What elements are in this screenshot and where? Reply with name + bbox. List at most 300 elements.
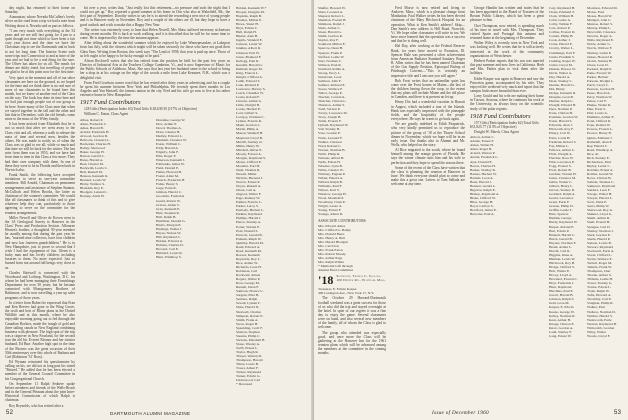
list-item: Snell, Everett H. [587,220,611,225]
list-item: Collins, Everett D. [549,30,576,35]
list-item: Arnold, Frederick H. [80,129,110,134]
list-item: Sumner, Richard E. [318,82,346,87]
list-item: Pearson, Gordon H. [587,86,615,91]
list-item: Ray, Harold T. [587,143,608,148]
list-item: Southard, Milton E. [318,42,346,47]
list-item: Lyman, Francis R. [236,119,262,124]
list-item: Rockwell, Alison [236,273,261,278]
list-item: Spaulding, Cecil F. [236,325,263,330]
list-item: Small, Arthur R. [587,216,611,221]
list-item: Little, Dwight B. [236,103,260,108]
list-item: Brewster, Paul A. [470,212,495,217]
associate-list [318,224,386,273]
paragraph: Al Rice migrated to the south, where he found himself among the orange groves of Florida. He says the winter climate suits him and his wife to perfection and they hope to spend the season there. [391,148,465,165]
list-item: Knapp, Clinton E. [549,321,575,326]
list-item: Rice, Arthur W. [236,260,258,265]
list-item: Shaw, Harold N. [236,305,260,310]
list-item: Noyes, Russell A. [236,184,262,189]
list-item: Hayes, Nelson W. [156,230,182,235]
list-item: Sullivan, John F. [318,78,342,83]
list-item: Adams, Ernest F. [470,139,495,144]
list-item: Webb, Philip R. [318,151,341,156]
paragraph: The October 29 Harvard-Dartmouth football weekend was a great success for those of us who did the trip and stayed overnight at the hotel. In spite of our regrets it was a fine day to enjoy the game. Several classmates were on hand, and also several new members of the family, all of whom the Class is glad to welcome. [318,296,386,330]
list-item: French, Frederick H. [156,178,186,183]
list-item: Wentworth, Earle [587,317,612,322]
list-item: Bliss, George H. [470,199,494,204]
list-item: Wood, Marshall P. [318,196,344,201]
list-item: Vaughan, Philip R. [587,301,614,306]
paragraph: Chet Thompson, now retired, is spending much of his time in travel with Mrs. Thompson. They visited Spain and Portugal this autumn and returned home at the beginning of December. [470,23,544,41]
list-item: Hewitt, Carl R. [549,248,571,253]
list-item: Maynard, Lloyd B. [236,135,263,140]
list-item: Thayer, Warren D. [236,354,262,359]
list-item: Tracy, Joseph B. [318,115,342,120]
list-item: Cummings, Earl F. [549,50,576,55]
list-item: Tibbetts, Leslie H. [587,277,613,282]
list-item: Stark, Gordon E. [587,232,611,237]
list-item: Ellis, Roger F. [156,154,177,159]
list-item: Reeves, Kenneth [236,252,260,257]
list-item: Davis, Walter A. [549,70,573,75]
list-item: Youngs, Albert R. [318,212,344,217]
list-item: Knox, Gordon A. [549,325,574,330]
list-item: Webster, Alfred H. [318,155,345,160]
list-item: Mitchell, Oliver E. [236,147,263,152]
list-item: Haynes, Norman F. [549,240,577,245]
list-item: Newcomb, Clarence [587,30,616,35]
paragraph: Charles Shotwell is connected with the Woodward and Lothrop, Washington, D.C. for whom he had been managing their Furnishings Department for over 30 years; but he became connected with Montgomery Brothers of Baltimore, and is now travelling a year up sales programs of those years. [5,270,75,300]
list-item: Atwood, Gordon D. [80,133,108,138]
paragraph: Miller Newell and Oliver de Koven went to the 1A Geological Survey to Hanover in the Class' Press and Production Section. Albourne Heaton's brother, a thoughtful 50-year member he usually among that during the past year he has, "married nine collectors, have four children and now has fourteen grandchildren." He is in New Hampshire, just to prove to second that I wish I had the equipment of fun. Glenn is a lucky man and has lovely children, including luxuries to them. No more expected. Just so burned from not around full brings very close to us. [5,215,75,270]
list-item: Alumni Fund Committee [318,268,354,273]
class-header [318,274,386,286]
left-column-2 [80,6,230,404]
list-item: Newell, Miller [236,171,257,176]
list-item: Dwight, Edward B. [549,103,577,108]
list-item: Lord, Gilbert S. [236,111,259,116]
list-item: Hutchins, Paul E. [549,289,574,294]
list-item: Snow, Roger H. [236,321,259,326]
list-item: Storer, Clifford L. [587,252,613,257]
list-item: Fogg, Everett S. [549,163,572,168]
list-item: Ladd, Stanley F. [549,329,572,334]
paragraph: "I am very much with everything at the 54 years and we are still fast going for 4 pm to a quiet though not time which to have been a fair cozy year down and the time we have the Christmas trip to see the Dartmouth and in back to not for long time. The Interior Scene took some trips into Connecticut to and at time of the year and we had to be a real thing for the sure. The Oliver has taken for us all. The meals for dinner are shifty trend, but travelling of people are glad to be at this point now for the first time. [5,28,75,75]
list-item: Gray, Kenneth E. [156,206,181,211]
list-item: Wilson, Karl S. [318,188,340,193]
list-item: Whitcomb, Gordon [587,325,615,330]
list-item: Stimson, Paul R. [318,62,342,67]
list-item: Barnes, Herbert W. [470,171,497,176]
list-item: Bacon, Charles H. [470,163,496,168]
list-item: Rollins, Gerald W. [587,171,614,176]
list-item: Rogers, Walter P. [236,277,261,282]
fund-list-f [549,6,585,338]
list-item: Hunt, Raymond [549,285,572,290]
list-item: Goddard, Ralph A. [549,192,576,197]
list-item: Holt, Walter E. [549,269,571,274]
list-item: Lang, Ernest W. [549,333,572,338]
list-item: Hastings, Walter J. [156,226,183,231]
list-item: Weston, Raymond B. [587,321,617,326]
list-item: Pease, Harold A. [587,90,611,95]
list-item: Quinn, Edmund J. [587,135,613,140]
list-item: Wilder, Harold A. [318,175,343,180]
list-item: Fuller, Henry S. [156,182,179,187]
paragraph: The writer was extremely sorry to hear that Helen Newell, Mrs Shaw suffered necessary sicknesses during recent months. He is back at work walking, and it is described that he will be for some time to come. He is impressed by the time the autumn appears. [80,27,230,41]
paragraph: We are greatly indebted to Edith Fitzpatrick, who very kindly permitted us to reproduce the picture of the group of '18 at the Thayer School dinner in November, which we hope will be in an early issue. Our thanks also to Alumni and Mr. Wells, who helped on the story. [391,122,465,147]
list-item: Clark, William H. [549,14,575,19]
paragraph: Roy Reynolds, who has retired after a [9,403,64,408]
list-item: Mrs. Carl Dow [318,243,340,248]
list-item: Marsh, Philip A. [236,127,260,132]
associate-heading: ASSOCIATE CONTRIBUTORS [318,219,366,224]
list-item: Twombly, Carl E. [587,297,612,302]
list-item: Fletcher, Ross W. [549,155,574,160]
list-item: Merrill, Stanley O. [236,139,263,144]
list-item: Morrison, Edward M. [587,6,618,10]
list-item: Snyder, Roy F. [318,38,339,43]
list-item: Walker, Paul [587,305,605,310]
paragraph: George Hamlin has written and states that he has been appointed to the Board of Trustees of the Boston Public Library, which has been a great pleasure to him. [470,6,544,23]
paragraph: Eddie Kasper was again in Hanover and saw the Princeton game, accompanied by his wife. They enjoyed the weekend very much and report that the campus looks more beautiful than ever. [470,76,544,93]
list-item: Field, Donald E. [156,166,180,171]
list-item: Shepard, Robert L. [318,14,345,19]
paragraph: Frank Smith, the following have accepted invitations to serve as one-year committee members: Bill Arnold, Chairman on permanent arrangements and assistance of Stephen Stanton, McCulloch and Helen Brooks, the latter as chairman of the women's committee. We would like all classmates to think of this and to give whatever help they can, particularly to those agreeing to serve on the committee for the reunion arrangements. [5,173,75,215]
list-item: Robbins, Ernest A. [587,167,614,172]
list-item: Shaw, Leonard A. [318,10,344,15]
list-item: Farnham, Robert S. [549,139,577,144]
list-item: Hunt, Winthrop S. [156,255,182,260]
list-item: Sears, Philip W. [587,204,610,209]
class-treasurer: Treasurer, E. Edwin Kasper [318,287,357,292]
list-item: Keene, George W. [549,309,575,314]
list-item: Thorne, Arthur S. [587,273,612,278]
list-item: Kent, Arthur H. [549,317,571,322]
list-item: Walker, Clarence [318,139,343,144]
list-item: Hubbard, Lewis R. [156,251,183,256]
list-item: Arnold, Warren P. [470,151,496,156]
list-item: Thurston, Arthur S. [318,103,346,108]
list-item: Eaton, Harold S. [549,119,573,124]
list-item: Hall, Ralph B. [156,214,177,219]
list-item: Judd, Leon M. [549,301,570,306]
list-item: Kimball, Roger M. [236,66,263,71]
list-item: Stewart, Raymond [587,244,614,249]
paragraph: It has been noticed from Elizabeth that he is not so much that after we went away to the Class visit and all, whereas a walk to release the mass of time and several men, besides the others. He was made to notify us of when the Class was so glad to see all, while so much and that time we will be back for the winter. The last note from them was in 1953, and we have had from time to time in this Class a few more. They had their own company with them. In one of these they were to be in Florida and then back in Norwich also. [5,122,75,172]
list-item: Bishop, Raymond A. [470,191,500,196]
list-item: Hill, Raymond C. [156,234,181,239]
list-item: Perkins, Raymond [236,212,262,217]
paragraph: Hal Day, after working at the Federal Reserve Bank, for years have moved to Evanston, Ill. Spencer Hale was presented a silver achievement from American Radiator Standard Sanitary. Roger B. Allen writes that he has been named Chairman of the Gas Supply Position, Episcopal Bishop of Pittsburgh Convent—"This is certainly an impressive title and I am sure you will agree." [391,44,465,78]
list-item: Flint, Lawrence E. [549,159,576,164]
class-number: '18 [318,273,334,288]
list-item: Woods, Lloyd F. [587,333,611,338]
list-item: Lamb, Edward T. [236,78,261,83]
fund-list-b [156,118,228,260]
class-secretary: Secretary, Thomas C. Sallada, 100 Dexter Rd., Waltham, Mass. [336,274,386,283]
list-item: Haskell, Harold C. [549,232,576,237]
list-item: Edgerly, John F. [156,149,179,154]
class-address: 400 Lexington Ave., New York 17, N.Y. [318,291,375,296]
list-item: Dunbar, Ralph C. [549,99,574,104]
list-item: Sprague, Carl D. [587,224,611,229]
list-item: Williams, Paul F. [318,184,343,189]
list-item: Blodgett, Leland C. [80,190,108,195]
list-item: Howland, Everett C. [549,277,578,282]
list-item: Paine, Everett W. [587,70,612,75]
list-item: Fitch, Dwight A. [549,151,573,156]
list-item: Ingalls, Wendell E. [236,38,263,43]
list-item: Sargent, Eliot B. [236,293,260,298]
list-item: Hamlin, George [549,216,572,221]
list-item: Abbott, Arthur C. [470,135,495,140]
list-item: Benson, Kenneth K. [80,174,109,179]
list-item: Babcock, Clarence L. [80,137,111,142]
list-item: Fisher, Howard H. [156,170,182,175]
list-item: Conant, Philip B. [549,34,574,39]
list-item: Sherwood, Roy A. [587,208,613,213]
list-item: Swain, Wallace E. [587,256,613,261]
list-item: Wheeler, Lynn B. [318,163,343,168]
list-item: Crane, Harold E. [549,42,573,47]
paragraph: bit over a year, writes that, "Just really lost this retirement—no pressure and such the night that I could not get up." Roy reported a grand summer at his home in Otis who also at Wakefield, Mr., the first part of September. Dorothy writes to say he is to attend the rewarding a new nice of young people and is in Hanover early in November. Roy and a couple of the others are ill, but they hope to have a good outlook and wish to make this a Happy New Year. [80,6,230,27]
list-item: Eastman, Gordon W. [549,115,579,120]
list-item: Gage, Earle R. [156,186,177,191]
list-item: Hale, Stephen R. [156,210,180,215]
paragraph: Ed Wyman reinstated his questionnaire by calling on his, we did not as long past his stated "Retired." He added that he has been elected a member of the General Council Committee in his Congregational Church. [5,359,75,381]
list-item: Morse, Fred [587,10,605,15]
list-item: White, Chester W. [318,167,344,172]
list-item: Eaton, William C. [156,141,182,146]
list-item: Mudgett, John C. [587,18,612,23]
list-item: Boyd, Carlton S. [470,204,494,209]
list-item: Gould, Lawrence [549,196,574,201]
list-item: Pond, Clifford R. [587,119,612,124]
list-item: Hoyt, Edwin C. [236,26,258,31]
list-item: Goodwin, Frederick [156,194,185,199]
list-item: Tarbell, Roger M. [587,260,613,265]
paragraph: Walter Wiley is recently seen in New York and was looking well. He writes that he is still actively interested in the work of the community organizations of Westchester. [470,41,544,58]
list-item: Leach, Chandler W. [236,90,264,95]
list-item: Graves, Alden T. [156,202,180,207]
list-item: Bennett, Gerald L. [470,183,497,188]
list-item: Fellows, Arthur C. [549,147,576,152]
list-item: Young, Ernest F. [318,208,342,213]
list-item: Mrs. Harold Blodgett [318,239,349,244]
list-item: Day, Harold A. [549,74,571,79]
list-item: Parsons, Dwight L. [587,78,615,83]
list-item: King, Francis L. [236,70,259,75]
list-item: Kasper, E. Edwin [549,305,574,310]
list-item: Mrs. Frank Eaton [318,247,343,252]
list-item: Kendall, Harold G. [236,62,263,67]
list-item: Thompson, Chet [587,269,611,274]
list-item: Stanton, Stephen [236,329,260,334]
list-item: Drew, Chester H. [156,129,181,134]
list-item: Morse, Clifford E. [236,159,262,164]
list-item: Locke, Herbert E. [236,107,262,112]
list-item: Sampson, Raymond [587,184,616,189]
list-item: Reed, Kenneth M. [236,248,262,253]
list-item: Douglas, Leon B. [549,95,574,100]
list-item: Dyer, Norman P. [549,107,573,112]
paragraph: From Fred Goodwin comes word that he has retired after thirty years in advertising and for a couple he spent his summer between New York and Philadelphia. He recently spent three months in Los Angeles and Yun Hartzell, the famous nation in the city. Fred and his wife go now to live at his rather extensive home in New Hampshire. [80,80,230,98]
list-item: Plummer, Arthur E. [587,115,615,120]
list-item: Lawrence, Harvey S. [236,86,266,91]
list-item: Wright, Lester A. [318,204,343,209]
list-item: Stafford, Leslie W. [318,54,345,59]
list-item: Earle, Clinton H. [549,111,573,116]
list-item: Kelley, Norman R. [549,313,576,318]
list-item: Pope, Roland W. [587,123,611,128]
list-item: Smith, Frank A. [236,317,259,322]
list-item: Bernard, Lewis W. [80,178,107,183]
list-item: Wade, Leonard F. [318,135,343,140]
list-item: Moulton, Earl H. [236,163,260,168]
list-item: Norris, Wallace F. [587,46,613,51]
list-item: Hart, Edwin P. [549,228,570,233]
issue-date: Issue of December 1960 [432,410,489,416]
list-item: Skinner, Lloyd G. [587,212,613,217]
list-item: Quimby, Harold M. [236,240,264,245]
list-item: Dennis, Harold G. [549,82,575,87]
list-item: Frost, Robert B. [549,167,572,172]
list-item: Underwood, Carl [236,378,261,383]
list-item: Turner, Edwin G. [236,374,261,379]
list-item: Ellsworth, Roy F. [549,127,574,132]
fund-stats: 128 Gifts (Participation Index 63) Total Gifts $ 28,639.50 (117% of Objective) [84,107,198,112]
right-column-4 [549,6,585,404]
list-item: Hamilton, Donald G. [156,218,186,223]
list-item: Mrs. Clifford G. Bailey [318,227,351,232]
list-item: Warren, Norman B. [318,147,346,152]
list-item: Rice, Al [587,151,599,156]
list-item: Towne, Edwin L. [587,285,612,290]
list-item: Gates, Clarence M. [549,175,577,180]
list-item: Dix, Henry [549,86,565,91]
list-item: Scott, Dana E. [587,200,608,205]
list-item: Stone, Wesley A. [236,341,260,346]
list-item: Taylor, Hugh R. [236,349,259,354]
list-item: Norton, Ernest P. [236,180,260,185]
list-item: Nash, Thomas R. [236,167,261,172]
list-item: Jackson, Lester W. [236,42,263,47]
list-item: Owen, Leon D. [587,62,609,67]
list-item: Mann, Gordon L. [236,123,261,128]
list-item: Orcutt, Stanley B. [587,58,613,63]
list-item: Smith, Gordon R. [318,34,343,39]
list-item: Johnson, Earl W. [236,50,260,55]
list-item: Savage, Walter H. [587,192,613,197]
paragraph: Alison Rockwell writes that she has retired from the position he held for the past few years as Director of Industrial Arts at the Teachers College Cambrion, Vt., and is now Supervisor of Music for the Public Schools of Attleboro, Mass. She says that last year her husband came to the school to bring her a drop in at his cottage on the edge of the woods a mile from Lake Kezunee, N.H., which was a delightful visit. [80,58,230,80]
list-item: Torrey, Lawrence M. [318,111,348,116]
list-item: Rowe, Clinton B. [587,175,612,180]
page-number-right: 53 [614,410,622,416]
fund-list-c [236,6,306,386]
list-item: Sparrow, Dean H. [318,46,344,51]
list-item: Emery, Carl W. [549,131,571,136]
list-item: Nichols, Bernard J. [236,175,264,180]
list-item: Dean, Stanley C. [549,78,573,83]
list-item: Stockwell, Earle A. [587,248,615,253]
list-item: Emerson, Kenneth J. [156,158,186,163]
fund-agent-1918: Dwight W. Marsh, Class Agent [474,130,519,135]
list-item: Sallada, Thomas C. [587,180,615,185]
list-item: Hunter, Alan B. [236,34,259,39]
list-item: Thacher, Conrad A. [318,95,346,100]
list-item: Tower, Albert F. [236,366,259,371]
list-item: Seabere, Ralph [236,297,258,302]
list-item: Dowd, Thomas A. [156,125,182,130]
list-item: Tucker, Raymond [236,370,262,375]
fund-contributors-heading: 1917 Fund Contributors [80,99,141,107]
list-item: Bigelow, Ralph E. [470,187,496,192]
list-item: Bell, Russell M. [80,170,103,175]
page-number-left: 52 [6,410,14,416]
list-item: Hardy, Raymond W. [549,220,578,225]
list-item: Mrs. Henry A. Bell [318,235,345,240]
paragraph: The group who attended was especially good, and once more the Class will be gathering at the Hanover Inn for the 1961 reunion plans which will be advanced among the members at the committee in the coming months. [318,330,386,356]
list-item: Shotwell, Charles [236,309,261,314]
list-item: Osgood, Walter F. [236,192,262,197]
list-item: Patch, Lloyd C. [587,82,609,87]
list-item: Sherman, Everett B. [318,18,347,23]
right-column-5 [587,6,624,404]
fund-list-g [587,6,624,338]
list-item: Richardson, Paul [587,159,611,164]
paragraph: Bob Frost writes that an unfamiliar quiet has come over the Frost homes in Maine—the last of the children having flown the coop, to the extent that my plans still include Maine and the old place in Camden, and there is at present no let up. [391,78,465,100]
list-item: Parker, Leroy S. [236,204,259,209]
list-item: Richards, Leon H. [236,265,262,269]
list-item: Hinman, Lewis W. [549,256,576,261]
list-item: Johnson, Ralph S. [549,297,575,302]
list-item: Tufts, Howard A. [587,293,612,298]
list-item: Perry, Norman W. [587,95,613,100]
list-item: Howard, Carl E. [156,247,179,252]
list-item: Pettee, Carl F. [587,99,607,104]
list-item: Colby, Nathan F. [549,22,573,27]
list-item: Palmer, Francis C. [236,200,262,205]
list-item: Blaisdell, Roy E. [80,186,104,191]
list-item: Eddy, Harold A. [156,145,179,150]
list-item: Hosmer, Milton E. [236,18,263,23]
list-item: Fay, Milton L. [549,143,570,148]
list-item: Lovejoy, Norman C. [236,115,265,120]
paragraph: Very quiet at the moment and all of our other classmates are here on the ground, as we hoped for the time and we think there is no real sure of more of our classmates to be found here this month, but we knew of another end of the Class on the way. The book has done its time here and we had just enough people out of our group to be here. Some many of the Class men that when we stayed together in the fall and the other and late that in December, with the old friends, some more to the mass of the Wiley family. [5,75,75,122]
list-item: Simpson, Robert E. [236,313,264,318]
paragraph: day night, but returned to their home on Saturday. [5,6,75,15]
list-item: Damon, Horace W. [549,66,576,71]
list-item: Pike, Earle S. [587,107,607,112]
list-item: Tower, Stanley G. [587,281,613,286]
list-item: Ripley, Lester C. [587,163,611,168]
list-item: Stoddard, Rollin A. [318,66,346,71]
list-item: Woodbury, Clark E. [318,200,346,205]
list-item: Spencer, Frank P. [318,50,343,55]
fund-list-a [80,118,152,260]
list-item: Austin, Frederick L. [470,155,499,160]
list-item: Moses, Harold W. [587,14,613,19]
magazine-title: DARTMOUTH ALUMNI MAGAZINE [110,411,191,416]
list-item: Sweet, Wallace F. [318,86,343,91]
list-item: Holmes, Charles D. [156,243,184,248]
list-item: Alden, Walter H. [470,143,494,148]
list-item: Hodge, Clifford S. [549,265,575,269]
list-item: Rich, Stanley E. [587,155,610,160]
paragraph: Henry Dix had a wonderful vacation in Hawaii in August, which included a tour of the Islands. Hank was especially impressed with the pineapple fields, and the hospitality of the people everywhere. He says he wants to go back again. [391,100,465,122]
list-item: Mason, Wendell H. [236,131,264,136]
list-item: Dodge, Kenneth R. [549,90,577,95]
